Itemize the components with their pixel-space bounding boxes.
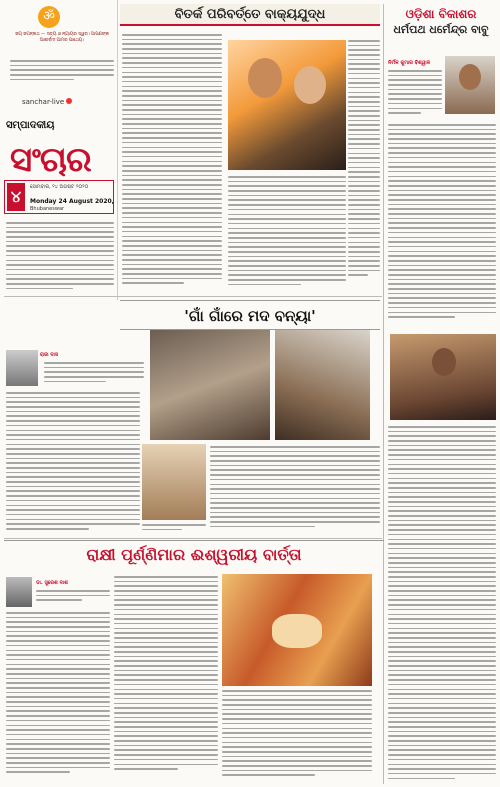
banner-story-byline: ରାଜା ଦାସ [40, 352, 59, 358]
banner-byline-photo [6, 350, 38, 386]
live-dot-icon [66, 98, 72, 104]
top-story-col-3 [348, 40, 380, 294]
masthead-blessing: ଜୟ ଜଗନ୍ନାଥ — ସତ୍ୟ ଓ ନ୍ୟାୟର ସ୍ୱର। ଆପଣଙ୍କ ଆଶୀର୍ବାଦ ଆମର ପାଥେୟ। [15, 32, 109, 43]
rakhi-photo [222, 574, 372, 686]
right-story-headline [385, 6, 497, 54]
banner-story-col-1 [6, 392, 140, 536]
top-story-col-2 [228, 176, 346, 294]
issue-date-odia: ସୋମବାର, ୨୪ ଅଗଷ୍ଟ ୨୦୨୦ [30, 184, 89, 190]
second-story-headline: ରାକ୍ଷୀ ପୂର୍ଣ୍ଣିମାର ଈଶ୍ୱରୀୟ ବାର୍ତ୍ତା [4, 540, 384, 568]
right-story-photo-2 [390, 334, 496, 420]
second-byline-photo [6, 577, 32, 607]
banner-story-col-2 [210, 446, 380, 536]
second-story-col-2 [114, 576, 218, 782]
banner-photo-liquor [150, 330, 270, 440]
top-story-photo [228, 40, 346, 170]
sanchar-live-link[interactable]: sanchar-live [22, 98, 72, 106]
section-tag: ସମ୍ପାଦକୀୟ [6, 120, 55, 131]
right-story-body-2 [388, 426, 496, 782]
right-story-byline: ନିର୍ମଳ କୁମାର ବିଶ୍ୱାଳ [388, 60, 431, 66]
second-story-col-3 [222, 690, 372, 782]
right-headline-line2: ଧର୍ମପଥ ଧର୍ମେନ୍ଦ୍ର ବାବୁ [393, 23, 489, 36]
right-story-photo [445, 56, 495, 114]
right-headline-line1: ଓଡ଼ିଶା ବିକାଶର [405, 7, 477, 21]
top-story-headline: ବିତର୍କ ପରିବର୍ତ୍ତେ ବାକ୍ୟଯୁଦ୍ଧ [120, 4, 380, 26]
column-divider [383, 4, 384, 784]
banner-story-headline: 'ଗାଁ ଗାଁରେ ମଦ ବନ୍ୟା' [120, 300, 380, 330]
editorial-text [6, 222, 114, 296]
top-story-col-1 [122, 34, 222, 294]
masthead-notice-text [10, 60, 114, 90]
right-story-intro [388, 70, 442, 120]
banner-photo-village [275, 330, 370, 440]
issue-date: Monday 24 August 2020, [30, 198, 114, 205]
second-story-col-1 [6, 612, 110, 782]
om-symbol-icon: ॐ [38, 6, 60, 28]
issue-place: Bhubaneswar [30, 206, 65, 212]
issue-number: ୪ [7, 183, 25, 211]
right-story-body [388, 124, 496, 330]
banner-photo-inset [142, 444, 206, 520]
newspaper-name: ସଂଚାର [10, 140, 91, 180]
second-story-byline: ଡା. ସୁରେଶ ଦାଶ [36, 580, 68, 586]
